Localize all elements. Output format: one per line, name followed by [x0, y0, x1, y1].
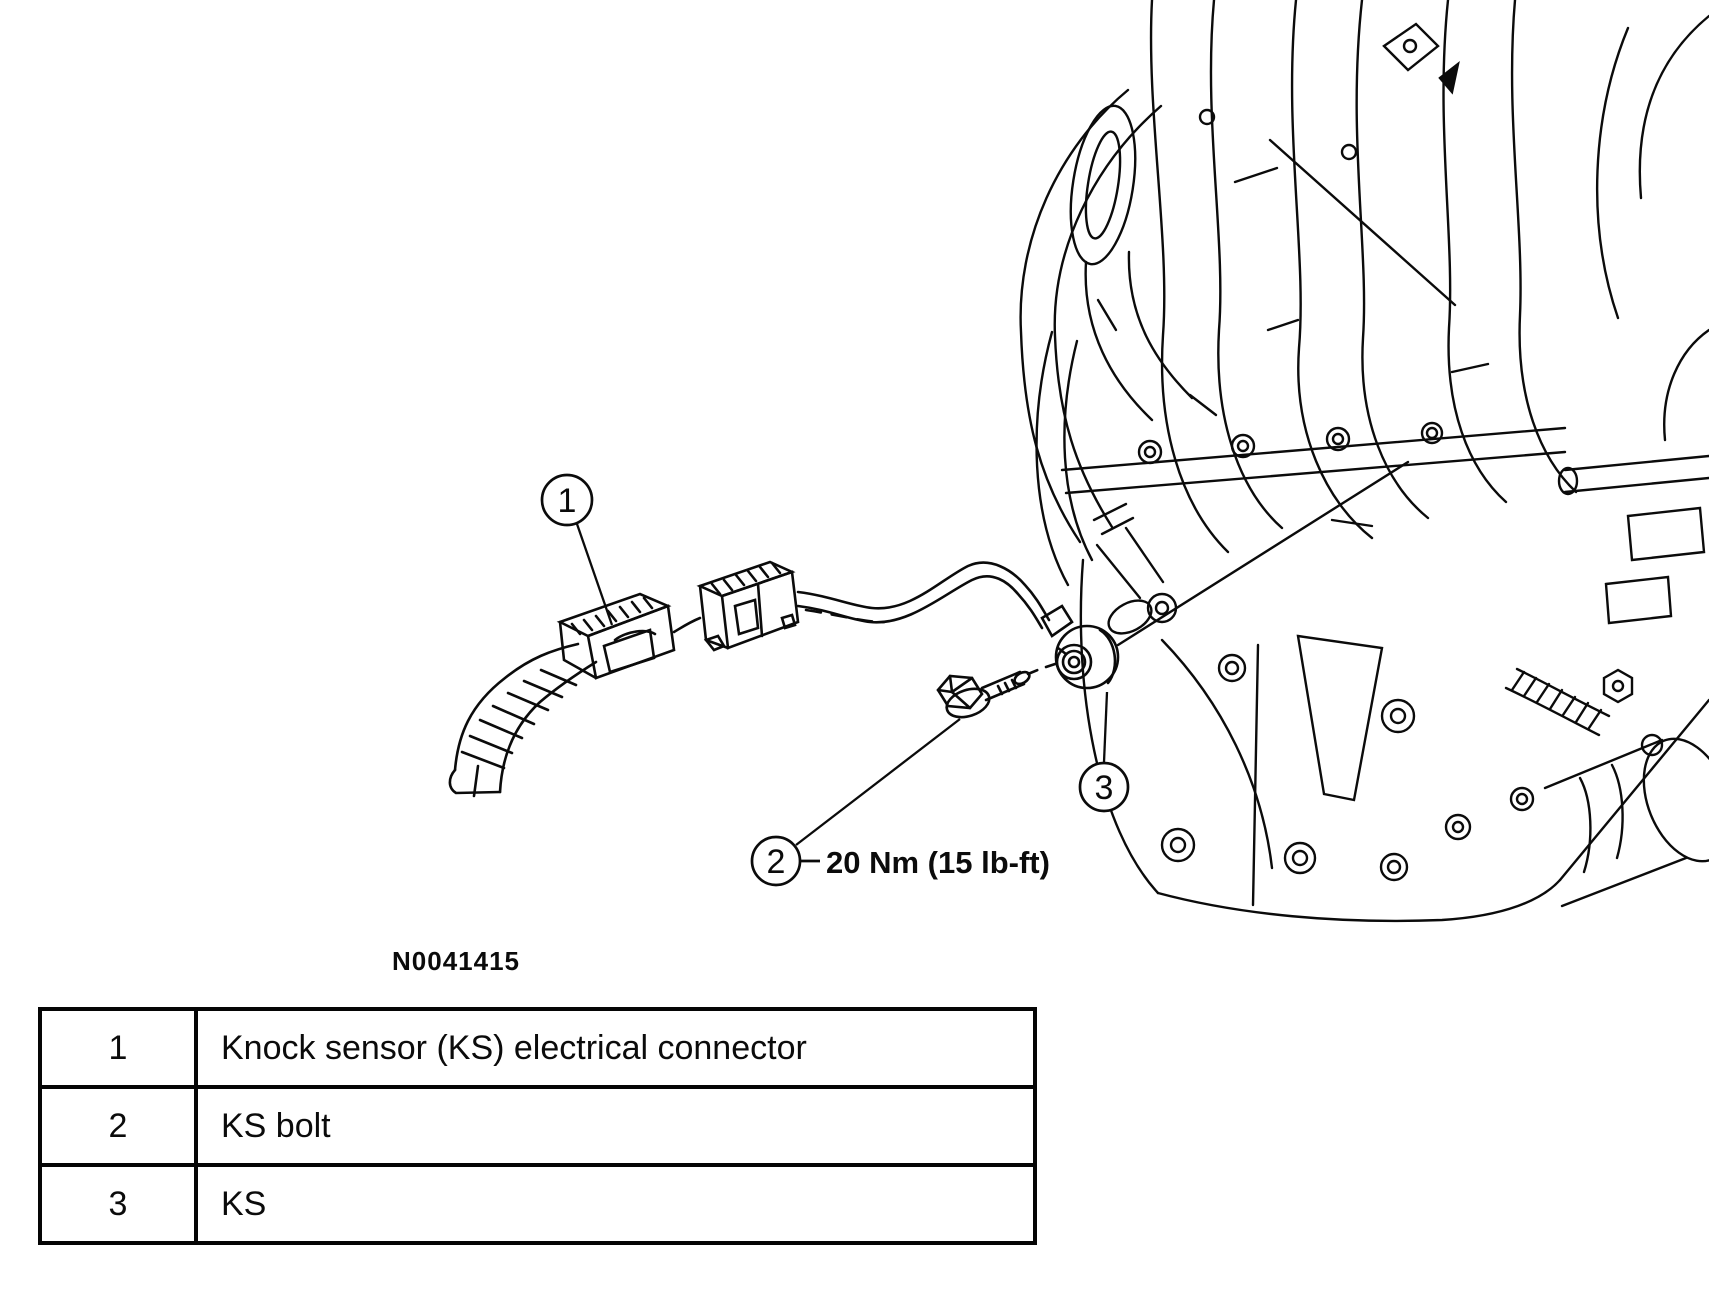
callout-2-leader: [796, 719, 960, 845]
callout-2-number: 2: [766, 843, 786, 881]
callout-3-leader: [1104, 692, 1107, 762]
legend-table: [38, 1007, 1037, 1245]
legend-item-description: KS bolt: [196, 1087, 1035, 1165]
knock-sensor-harness-illustration: [450, 562, 1118, 796]
figure-code: N0041415: [392, 946, 520, 976]
connector-stub-wire: [674, 618, 700, 632]
table-row: [40, 1165, 1035, 1243]
legend-item-number: 3: [40, 1165, 196, 1243]
legend-item-description: Knock sensor (KS) electrical connector: [196, 1009, 1035, 1087]
torque-note: 20 Nm (15 lb-ft): [826, 845, 1050, 880]
callout-1-number: 1: [557, 482, 577, 520]
harness-side-connector: [700, 562, 798, 650]
callout-3-number: 3: [1094, 769, 1114, 807]
legend-item-number: 2: [40, 1087, 196, 1165]
ks-bolt: [938, 663, 1058, 722]
callout-2: [752, 719, 1050, 885]
legend-item-number: 1: [40, 1009, 196, 1087]
callout-1: [542, 475, 612, 625]
table-row: [40, 1087, 1035, 1165]
legend-item-description: KS: [196, 1165, 1035, 1243]
ks-electrical-connector: [560, 594, 674, 678]
sensor-wire: [798, 563, 1049, 628]
table-row: [40, 1009, 1035, 1087]
